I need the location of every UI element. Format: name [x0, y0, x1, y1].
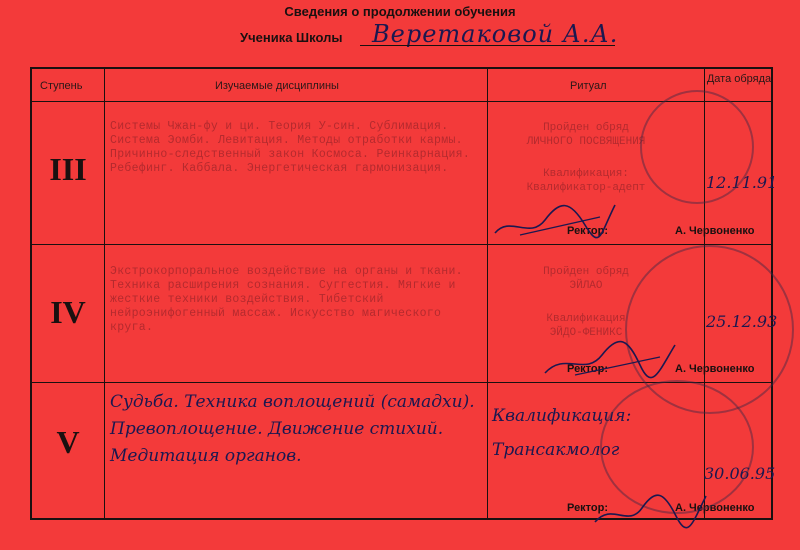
qual-iii-value: Квалификатор-адепт — [526, 182, 646, 194]
col-header-ritual: Ритуал — [570, 80, 607, 92]
student-label: Ученика Школы — [240, 30, 343, 45]
date-v: 30.06.95 — [704, 464, 776, 483]
signature-iii — [490, 195, 620, 240]
name-underline — [360, 45, 615, 46]
rector-name-iv: А. Червоненко — [675, 363, 755, 375]
date-iv: 25.12.93 — [706, 312, 778, 331]
qual-iv-label: Квалификация — [546, 313, 626, 325]
rector-name-v: А. Червоненко — [675, 502, 755, 514]
level-iv: IV — [50, 294, 86, 330]
col-divider — [104, 69, 105, 518]
rector-label-v: Ректор: — [567, 502, 609, 514]
rector-label-iii: Ректор: — [567, 225, 609, 237]
rector-name-iii: А. Червоненко — [675, 225, 755, 237]
level-iii: III — [49, 151, 87, 187]
col-header-date: Дата обряда — [706, 73, 772, 85]
col-header-level: Ступень — [40, 80, 83, 92]
document-title: Сведения о продолжении обучения — [284, 4, 516, 19]
signature-v — [590, 488, 710, 528]
student-name: Веретаковой А.А. — [372, 20, 619, 48]
date-iii: 12.11.91 — [706, 173, 778, 192]
level-v: V — [56, 424, 80, 460]
row-divider — [32, 244, 771, 245]
qual-v-label: Квалификация: — [492, 406, 632, 426]
seal-stamp-iii — [640, 90, 754, 204]
disciplines-iii: Системы Чжан-фу и ци. Теория У-син. Сублимация. Система Эомби. Левитация. Методы отработки кармы. Причинно-следственный закон Космоса. Реинкарнация. Ребефинг. Каббала. Энергетическая гармонизация. — [110, 120, 471, 175]
rector-label-iv: Ректор: — [567, 363, 609, 375]
ritual-iv-line1: Пройден обряд — [543, 266, 629, 278]
disciplines-iv: Экстрокорпоральное воздействие на органы и ткани. Техника расширения сознания. Суггестия. Мягкие и жесткие техники воздействия. Тибетский нейроэнифогенный массаж. Искусство магического круга. — [110, 265, 463, 334]
ritual-iii-line2: ЛИЧНОГО ПОСВЯЩЕНИЯ — [526, 136, 646, 148]
qual-iv-value: ЭЙДО-ФЕНИКС — [549, 327, 623, 339]
qual-v-value: Трансакмолог — [492, 440, 620, 460]
disciplines-v: Судьба. Техника воплощений (самадхи). Превоплощение. Движение стихий. Медитация органов. — [110, 392, 475, 466]
ritual-iii-line1: Пройден обряд — [543, 122, 629, 134]
ritual-iv-line2: ЭЙЛАО — [569, 280, 603, 292]
qual-iii-label: Квалификация: — [543, 168, 629, 180]
signature-iv — [540, 333, 680, 378]
col-header-disciplines: Изучаемые дисциплины — [215, 80, 339, 92]
